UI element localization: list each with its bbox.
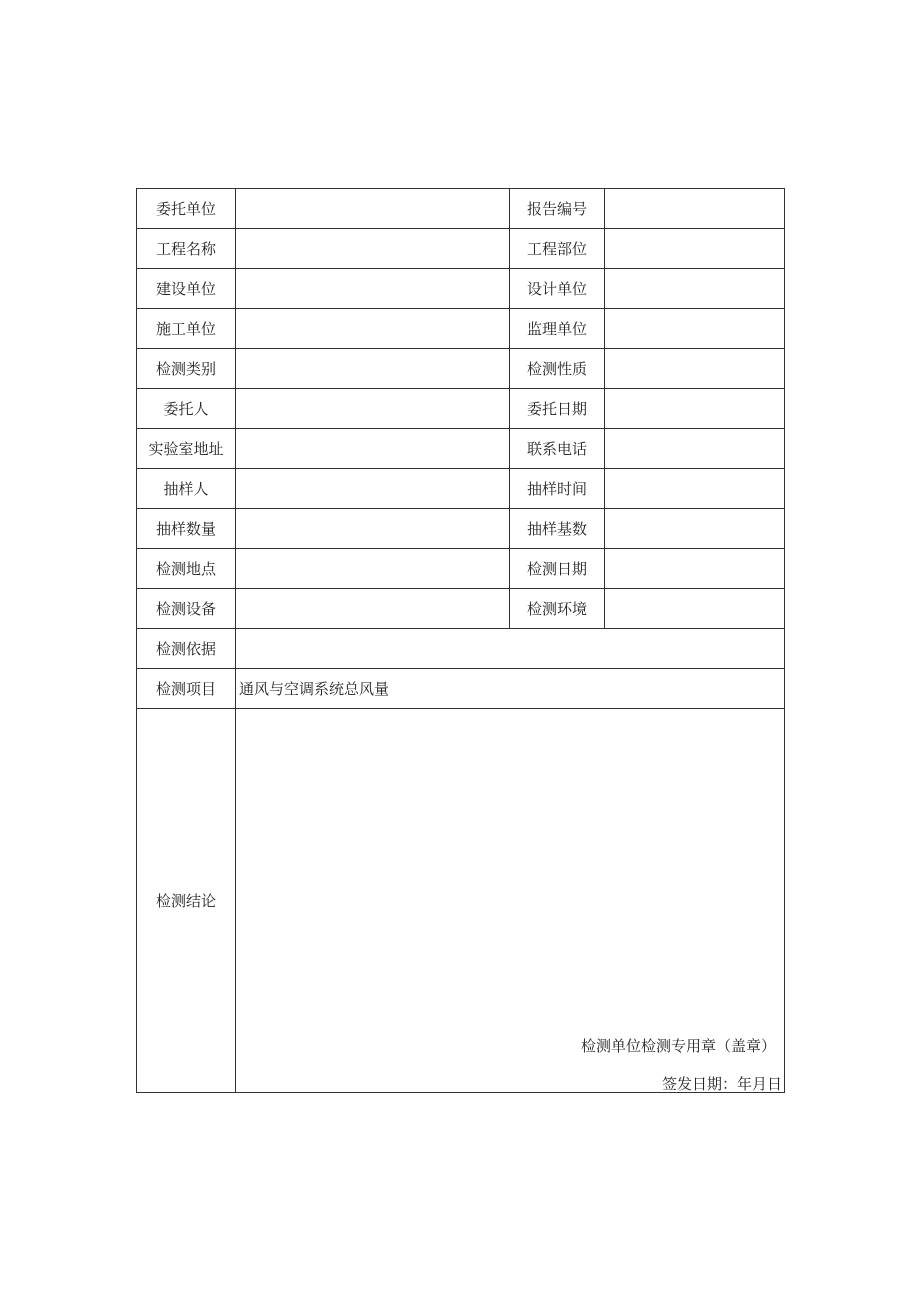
basis-row — [137, 629, 785, 669]
conclusion-label: 检测结论 — [137, 709, 236, 1093]
form-row — [137, 389, 785, 429]
basis-label: 检测依据 — [137, 629, 236, 669]
field-value[interactable] — [236, 469, 510, 509]
field-value[interactable] — [605, 549, 785, 589]
field-value[interactable] — [605, 229, 785, 269]
field-label: 抽样数量 — [137, 509, 236, 549]
field-value[interactable] — [605, 309, 785, 349]
field-label: 监理单位 — [510, 309, 605, 349]
field-label: 检测设备 — [137, 589, 236, 629]
inspection-report-table — [136, 188, 785, 1093]
field-value[interactable] — [236, 509, 510, 549]
field-value[interactable] — [605, 429, 785, 469]
form-row — [137, 309, 785, 349]
field-value[interactable] — [605, 509, 785, 549]
field-value[interactable] — [236, 189, 510, 229]
field-value[interactable] — [236, 309, 510, 349]
field-label: 建设单位 — [137, 269, 236, 309]
conclusion-area[interactable] — [236, 709, 785, 1093]
form-row — [137, 469, 785, 509]
field-value[interactable] — [605, 269, 785, 309]
field-label: 抽样时间 — [510, 469, 605, 509]
field-label: 委托日期 — [510, 389, 605, 429]
field-value[interactable] — [236, 389, 510, 429]
field-label: 实验室地址 — [137, 429, 236, 469]
form-row — [137, 509, 785, 549]
field-label: 检测环境 — [510, 589, 605, 629]
field-value[interactable] — [236, 269, 510, 309]
item-value[interactable]: 通风与空调系统总风量 — [236, 669, 785, 709]
form-row — [137, 429, 785, 469]
field-value[interactable] — [236, 589, 510, 629]
field-value[interactable] — [605, 589, 785, 629]
form-row — [137, 269, 785, 309]
field-label: 抽样基数 — [510, 509, 605, 549]
form-row — [137, 349, 785, 389]
field-label: 联系电话 — [510, 429, 605, 469]
field-label: 检测性质 — [510, 349, 605, 389]
field-value[interactable] — [236, 429, 510, 469]
field-value[interactable] — [236, 349, 510, 389]
conclusion-row — [137, 709, 785, 1093]
form-row — [137, 189, 785, 229]
field-label: 报告编号 — [510, 189, 605, 229]
field-label: 检测地点 — [137, 549, 236, 589]
field-value[interactable] — [236, 549, 510, 589]
field-label: 施工单位 — [137, 309, 236, 349]
basis-value[interactable] — [236, 629, 785, 669]
report-fields — [137, 189, 785, 629]
field-value[interactable] — [605, 349, 785, 389]
field-value[interactable] — [605, 469, 785, 509]
field-value[interactable] — [605, 189, 785, 229]
field-value[interactable] — [236, 229, 510, 269]
field-label: 工程名称 — [137, 229, 236, 269]
field-label: 设计单位 — [510, 269, 605, 309]
field-label: 抽样人 — [137, 469, 236, 509]
issue-date: 签发日期：年月日 — [661, 1075, 782, 1093]
item-row — [137, 669, 785, 709]
stamp-text: 检测单位检测专用章（盖章） — [580, 1037, 776, 1055]
field-label: 检测日期 — [510, 549, 605, 589]
field-label: 委托单位 — [137, 189, 236, 229]
item-label: 检测项目 — [137, 669, 236, 709]
field-label: 检测类别 — [137, 349, 236, 389]
form-row — [137, 589, 785, 629]
field-label: 委托人 — [137, 389, 236, 429]
form-row — [137, 549, 785, 589]
field-label: 工程部位 — [510, 229, 605, 269]
form-row — [137, 229, 785, 269]
field-value[interactable] — [605, 389, 785, 429]
